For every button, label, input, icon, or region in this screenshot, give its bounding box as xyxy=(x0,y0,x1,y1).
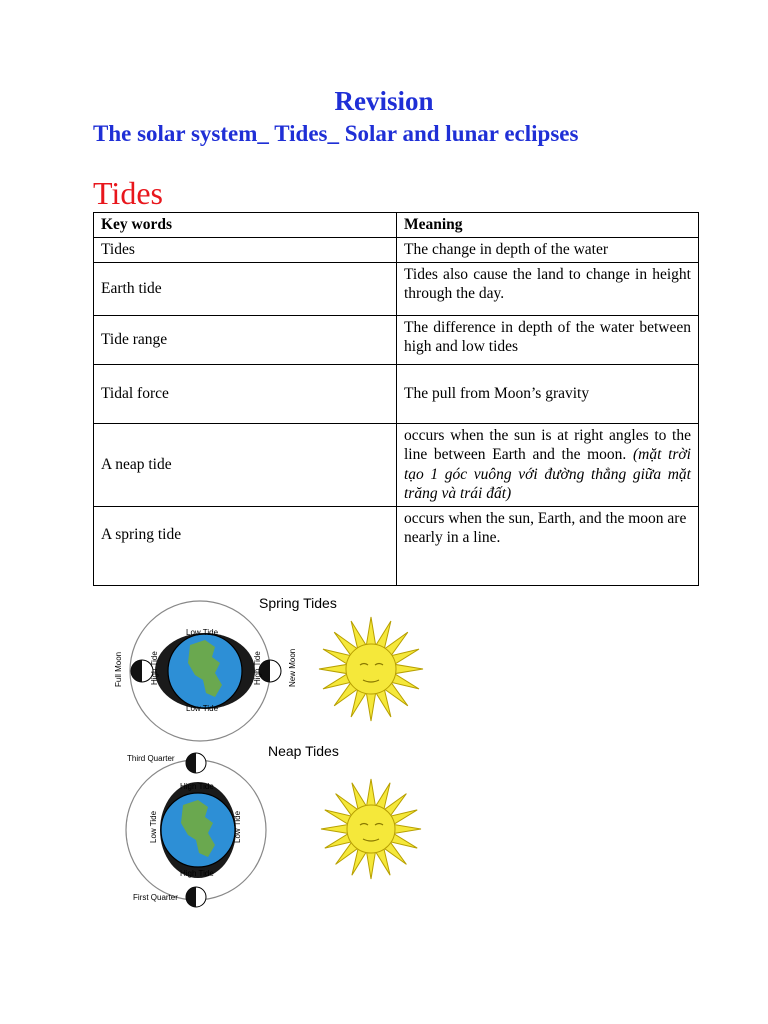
first-quarter-shade xyxy=(186,887,196,907)
term-cell: Tides xyxy=(94,238,397,263)
section-heading: Tides xyxy=(93,175,163,211)
key-words-table xyxy=(93,212,699,586)
page-subtitle: The solar system_ Tides_ Solar and lunar eclipses xyxy=(93,121,579,146)
table-header-row xyxy=(94,213,699,238)
third-quarter-label: Third Quarter xyxy=(127,754,175,763)
full-moon-shade xyxy=(131,660,142,682)
sun-face xyxy=(346,644,396,694)
meaning-cell: The change in depth of the water xyxy=(397,238,699,263)
spring-high-tide-right: High Tide xyxy=(253,651,262,685)
term-cell: A neap tide xyxy=(94,423,397,506)
meaning-cell xyxy=(397,423,699,506)
new-moon-label: New Moon xyxy=(288,648,297,687)
first-quarter-label: First Quarter xyxy=(133,893,178,902)
full-moon-label: Full Moon xyxy=(114,651,123,687)
table-row xyxy=(94,364,699,423)
meaning-text: occurs when the sun is at right angles to the line between Earth and the moon. xyxy=(404,426,691,463)
sun-icon xyxy=(319,617,423,721)
column-header-meaning: Meaning xyxy=(397,213,699,238)
spring-low-tide-top: Low Tide xyxy=(186,628,219,637)
spring-tides-diagram xyxy=(114,595,423,741)
table-row xyxy=(94,238,699,263)
spring-tides-title: Spring Tides xyxy=(259,595,337,611)
column-header-key-words: Key words xyxy=(94,213,397,238)
neap-tides-title: Neap Tides xyxy=(268,743,339,759)
third-quarter-shade xyxy=(186,753,196,773)
tides-diagram xyxy=(0,585,768,915)
sun-icon xyxy=(321,779,421,879)
meaning-cell: The difference in depth of the water between high and low tides xyxy=(397,315,699,364)
spring-low-tide-bottom: Low Tide xyxy=(186,704,219,713)
neap-low-tide-right: Low Tide xyxy=(233,810,242,843)
meaning-cell: The pull from Moon’s gravity xyxy=(397,364,699,423)
table-row xyxy=(94,315,699,364)
neap-low-tide-left: Low Tide xyxy=(149,810,158,843)
neap-high-tide-bottom: High Tide xyxy=(180,869,214,878)
table-row xyxy=(94,506,699,585)
term-cell: Earth tide xyxy=(94,262,397,315)
vietnamese-note: (mặt trời tạo 1 góc vuông với đường thẳng giữa mặt trăng và trái đất) xyxy=(404,446,691,502)
sun-face xyxy=(347,805,395,853)
term-cell: Tide range xyxy=(94,315,397,364)
meaning-cell: occurs when the sun, Earth, and the moon are nearly in a line. xyxy=(397,506,699,585)
table-row xyxy=(94,423,699,506)
term-cell: A spring tide xyxy=(94,506,397,585)
meaning-cell: Tides also cause the land to change in height through the day. xyxy=(397,262,699,315)
table-row xyxy=(94,262,699,315)
neap-tides-diagram xyxy=(126,743,421,907)
neap-high-tide-top: High Tide xyxy=(180,782,214,791)
page-title: Revision xyxy=(334,86,434,116)
term-cell: Tidal force xyxy=(94,364,397,423)
spring-high-tide-left: High Tide xyxy=(150,651,159,685)
